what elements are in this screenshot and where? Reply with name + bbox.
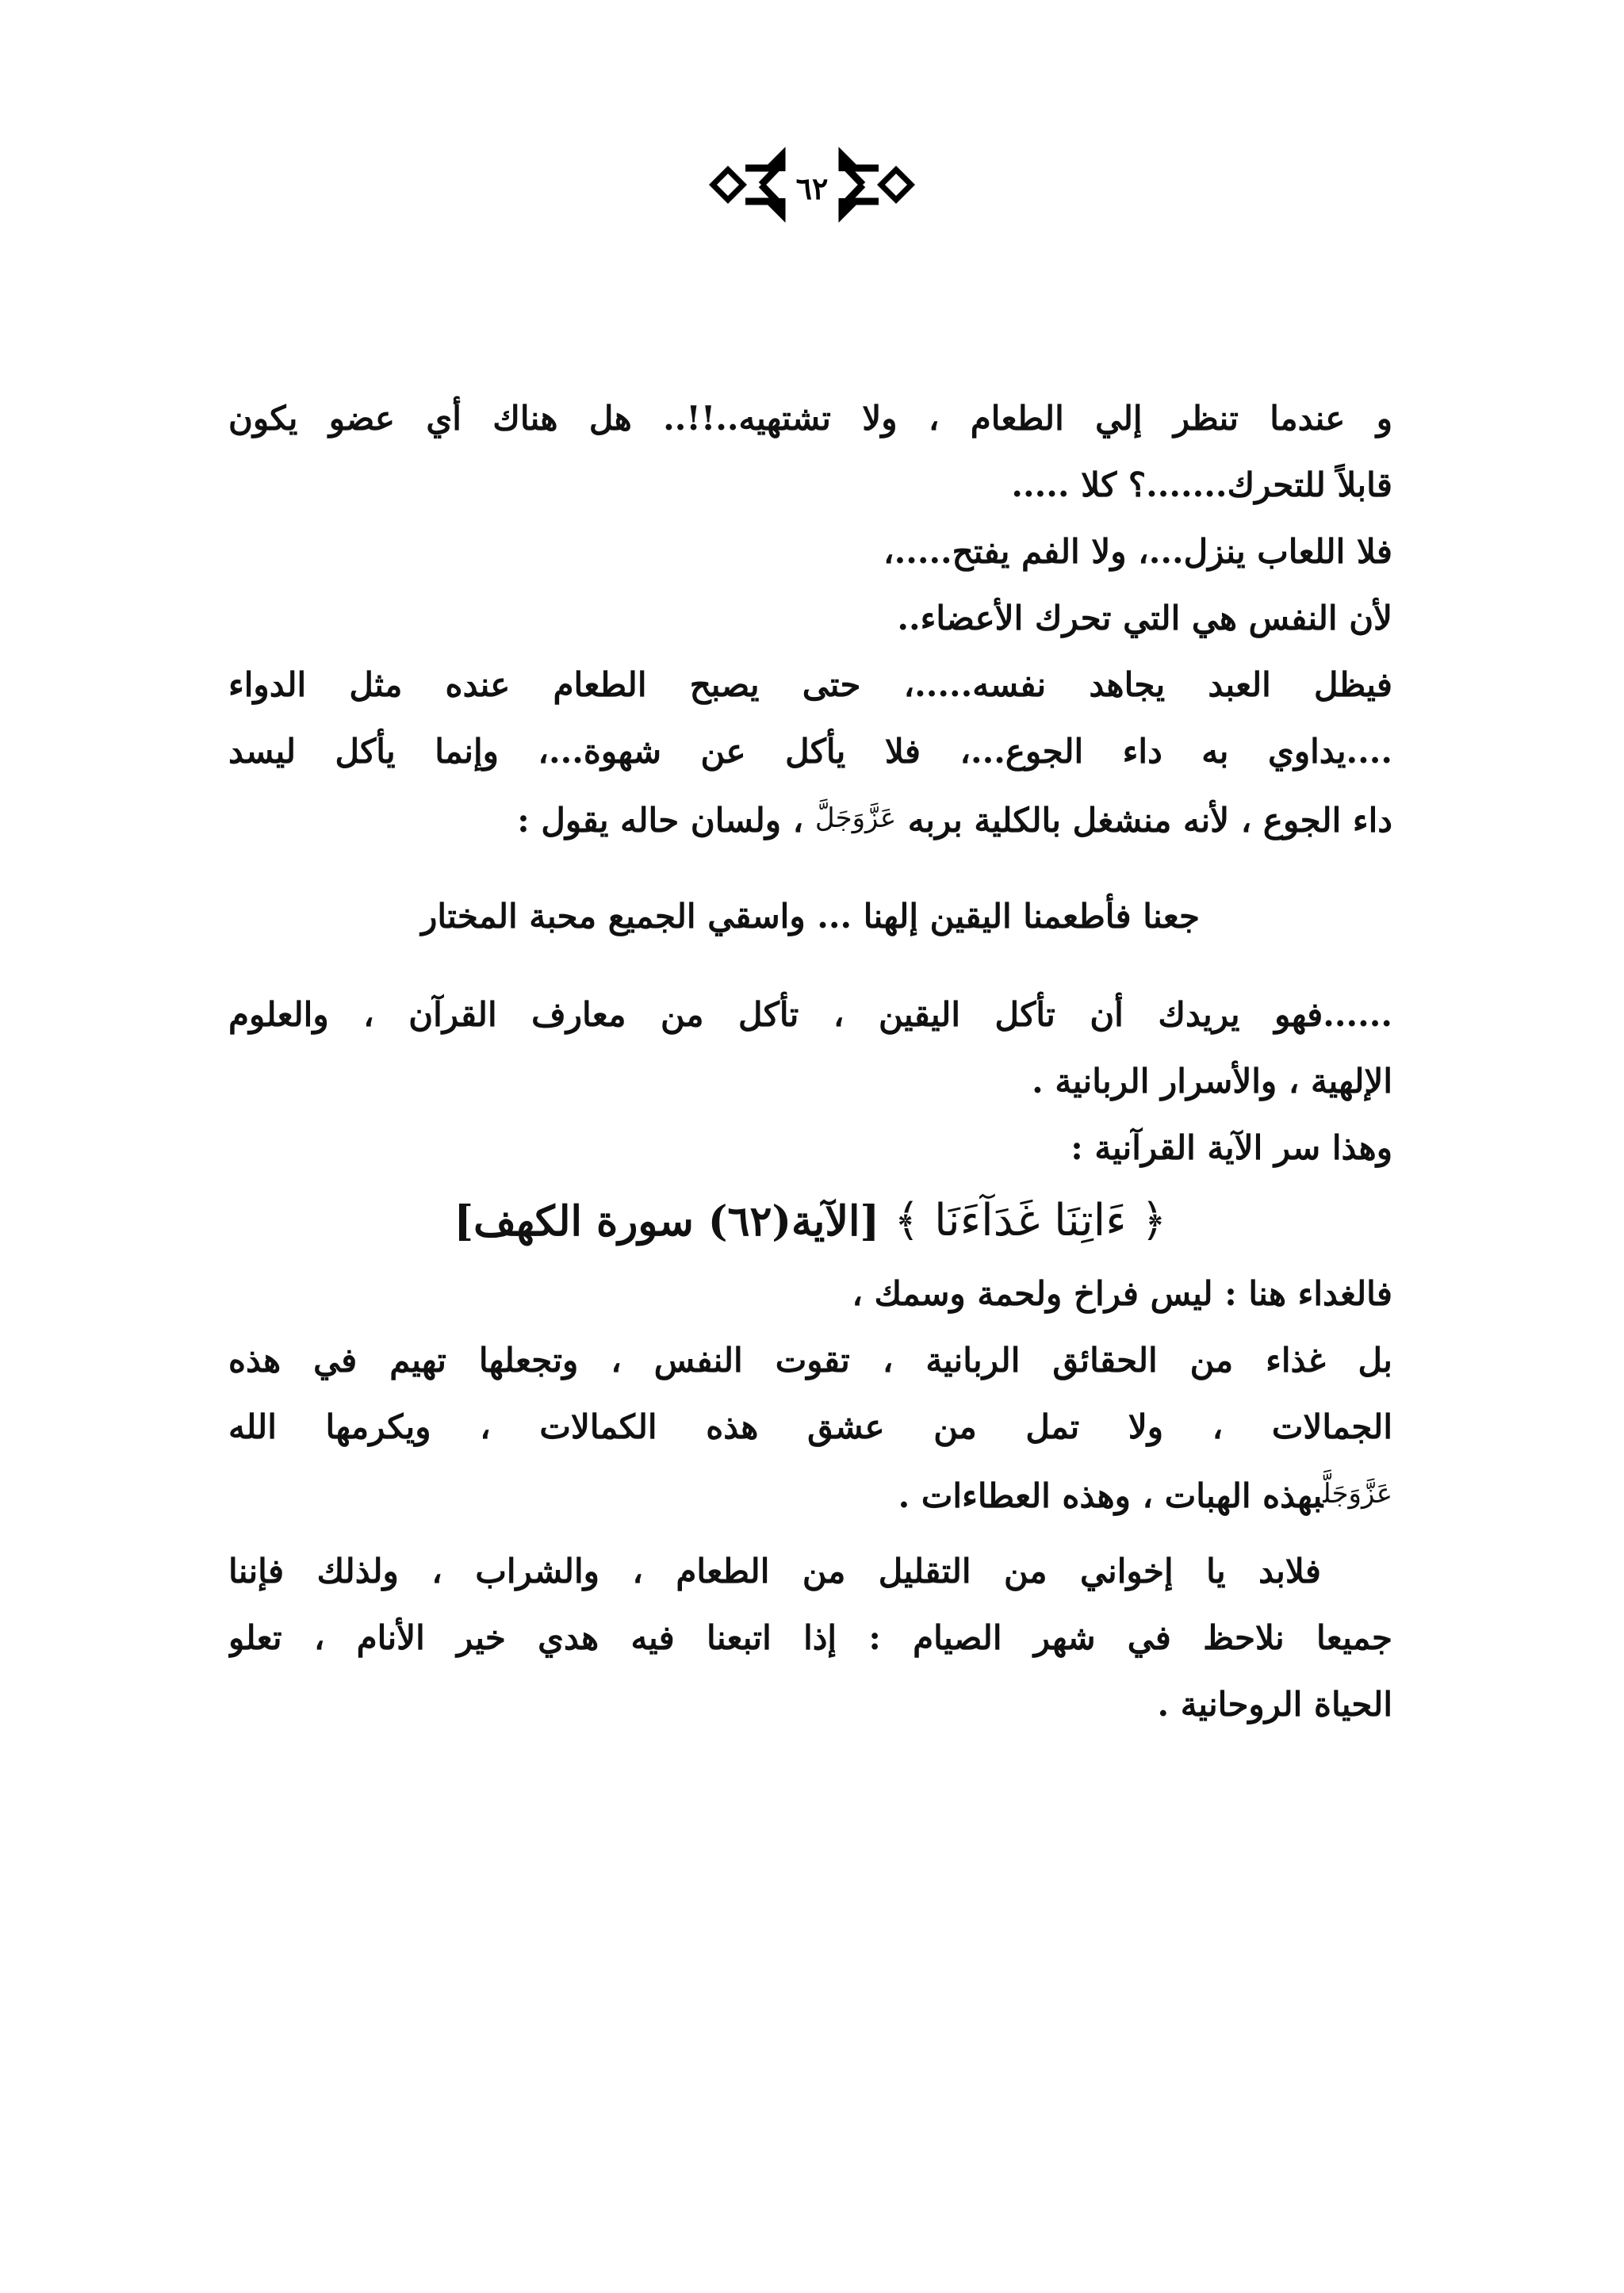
paragraph-4: [228, 1538, 1392, 1738]
text-segment: بهذه الهبات ، وهذه العطاءات .: [898, 1476, 1323, 1515]
text-line: لأن النفس هي التي تحرك الأعضاء..: [897, 599, 1392, 637]
text-line: فلابد يا إخواني من التقليل من الطعام ، والشراب ، ولذلك فإننا: [228, 1552, 1321, 1591]
text-segment: داء الجوع ، لأنه منشغل بالكلية بربه: [907, 801, 1392, 840]
verse-reference: [الآية(٦٢) سورة الكهف]: [454, 1197, 880, 1246]
verse-text: ءَاتِنَا غَدَآءَنَا: [934, 1195, 1127, 1246]
text-line: [228, 1460, 1392, 1527]
text-line: ......فهو يريدك أن تأكل اليقين ، تأكل من معارف القرآن ، والعلوم: [228, 995, 1392, 1034]
text-line: جميعا نلاحظ في شهر الصيام : إذا اتبعنا فيه هدي خير الأنام ، تعلو: [228, 1618, 1392, 1657]
text-line: [228, 785, 1392, 852]
page-number-ornament: [693, 141, 931, 228]
text-line: الإلهية ، والأسرار الربانية .: [1032, 1062, 1392, 1101]
honorific-mark: عَزَّوَجَلَّ: [1323, 1478, 1392, 1510]
text-segment: ، ولسان حاله يقول :: [517, 801, 804, 840]
verse-close-bracket: ﴾: [894, 1195, 920, 1246]
text-line: وهذا سر الآية القرآنية :: [1071, 1128, 1392, 1167]
text-line: بل غذاء من الحقائق الربانية ، تقوت النفس ، وتجعلها تهيم في هذه: [228, 1341, 1392, 1380]
paragraph-2: [228, 982, 1392, 1181]
text-line: ....يداوي به داء الجوع...، فلا يأكل عن شهوة...، وإنما يأكل ليسد: [228, 732, 1392, 771]
text-line: فالغداء هنا : ليس فراخ ولحمة وسمك ،: [852, 1274, 1392, 1313]
text-line: و عندما تنظر إلي الطعام ، ولا تشتهيه..!!.. هل هناك أي عضو يكون: [228, 399, 1392, 438]
text-line: فلا اللعاب ينزل...، ولا الفم يفتح.....،: [883, 532, 1392, 571]
quran-verse: [228, 1181, 1392, 1261]
verse-open-bracket: ﴿: [1140, 1195, 1167, 1246]
text-line: فيظل العبد يجاهد نفسه.....، حتى يصبح الطعام عنده مثل الدواء: [228, 665, 1392, 704]
text-line: الجمالات ، ولا تمل من عشق هذه الكمالات ، ويكرمها الله: [228, 1407, 1392, 1446]
honorific-mark: عَزَّوَجَلَّ: [814, 802, 897, 834]
text-line: الحياة الروحانية .: [1157, 1685, 1392, 1724]
page-number: ٦٢: [795, 170, 829, 206]
paragraph-3: [228, 1261, 1392, 1527]
page-body: [228, 385, 1392, 1738]
paragraph-1: [228, 385, 1392, 852]
text-line: قابلاً للتحرك.......؟ كلا .....: [1011, 465, 1392, 504]
poem-verse: جعنا فأطعمنا اليقين إلهنا ... واسقي الجميع محبة المختار: [421, 897, 1200, 936]
